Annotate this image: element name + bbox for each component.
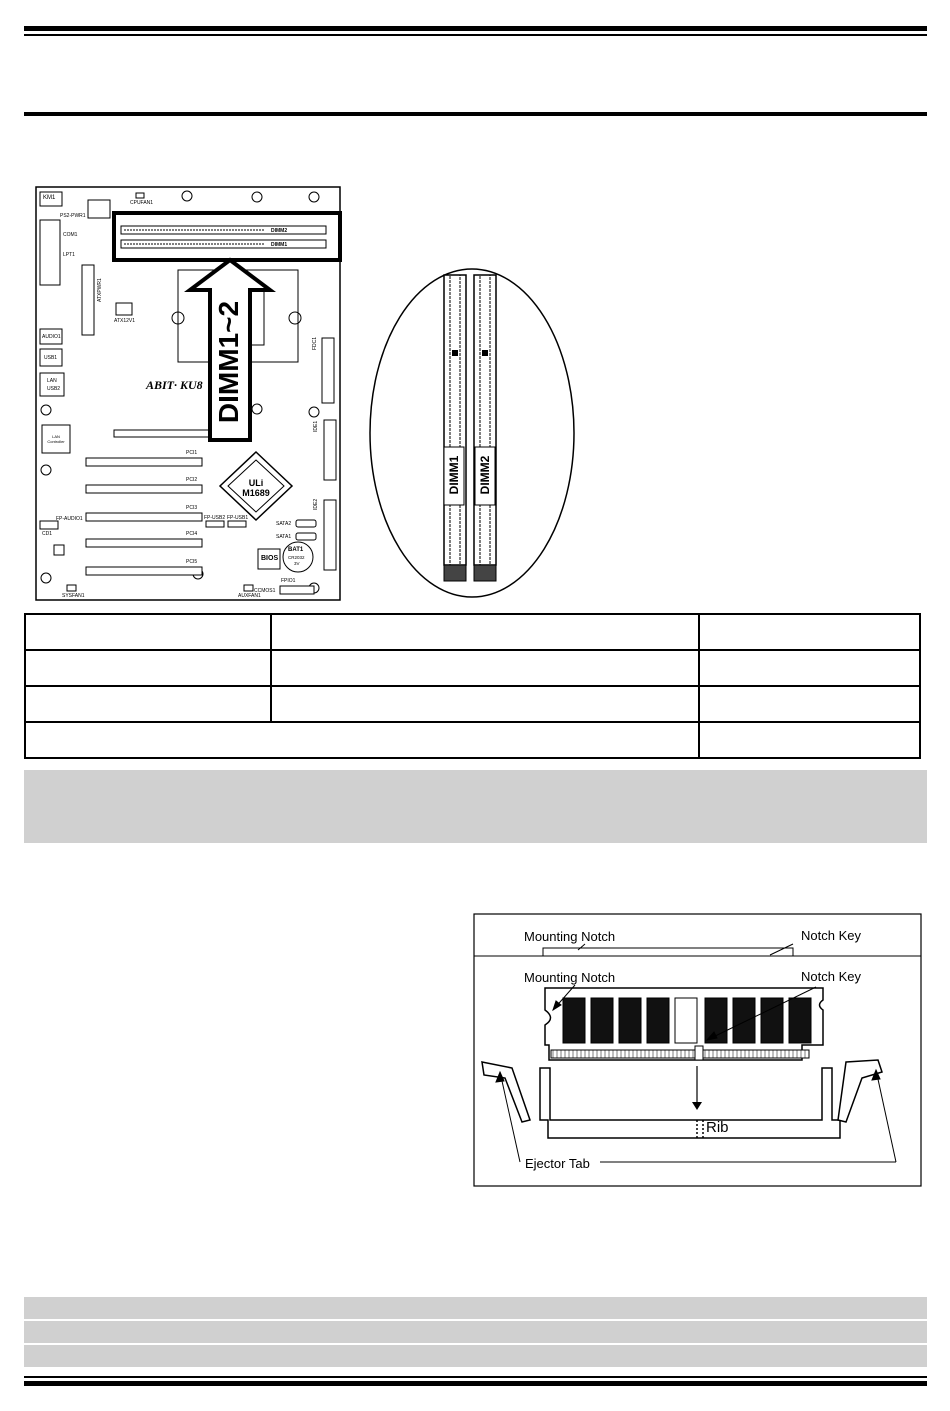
ccmos-label: CCMOS1 bbox=[254, 588, 276, 594]
pci3-label: PCI3 bbox=[186, 505, 198, 511]
auxfan-label: AUXFAN1 bbox=[238, 593, 261, 599]
fpusb2-label: FP-USB2 bbox=[204, 515, 226, 521]
sata1-label: SATA1 bbox=[276, 534, 292, 540]
lan-controller-label: LAN Controller bbox=[47, 434, 65, 444]
atx12v-label: ATX12V1 bbox=[114, 318, 136, 324]
sata2-label: SATA2 bbox=[276, 521, 292, 527]
mounting-notch-top-label: Mounting Notch bbox=[524, 929, 616, 944]
lan-label: LAN bbox=[47, 378, 57, 384]
battery-label: BAT1 bbox=[288, 547, 304, 553]
audio1-label: AUDIO1 bbox=[42, 334, 61, 340]
bottom-rule-thin bbox=[24, 1376, 927, 1378]
km1-label: KM1 bbox=[43, 195, 56, 201]
battery-model: CR2032 bbox=[288, 555, 305, 560]
ide2-label: IDE2 bbox=[313, 498, 319, 510]
usb2-label: USB2 bbox=[47, 386, 61, 392]
notch-key-label: Notch Key bbox=[801, 969, 861, 984]
fpusb1-label: FP-USB1 bbox=[227, 515, 249, 521]
lpt1-label: LPT1 bbox=[63, 252, 75, 258]
bottom-rule-thick bbox=[24, 1381, 927, 1386]
pci2-label: PCI2 bbox=[186, 477, 198, 483]
arrow-dimm-label: DIMM1~2 bbox=[213, 300, 244, 424]
cpufan-label: CPUFAN1 bbox=[130, 200, 154, 206]
module-edge-view bbox=[543, 948, 793, 956]
chipset-name-line1: ULi bbox=[248, 478, 264, 488]
pci5-label: PCI5 bbox=[186, 559, 198, 565]
pci1-label: PCI1 bbox=[186, 450, 198, 456]
dimm-module bbox=[545, 988, 823, 1060]
chipset-name-line2: M1689 bbox=[242, 488, 270, 498]
battery-voltage: 3V bbox=[294, 561, 300, 566]
atxpwr-label: ATXPWR1 bbox=[97, 278, 103, 302]
note-band-3 bbox=[24, 1345, 927, 1367]
cd1-label: CD1 bbox=[42, 531, 53, 537]
zoom-dimm1-label: DIMM1 bbox=[447, 455, 461, 495]
ide1-label: IDE1 bbox=[313, 420, 319, 432]
ejector-tab-label: Ejector Tab bbox=[525, 1156, 590, 1171]
pci4-label: PCI4 bbox=[186, 531, 198, 537]
bios-label: BIOS bbox=[261, 555, 279, 562]
fpio-label: FPIO1 bbox=[281, 578, 296, 584]
fdc1-label: FDC1 bbox=[312, 336, 318, 350]
brand-logo: ABIT· KU8 bbox=[146, 378, 203, 392]
dimm1-small-label: DIMM1 bbox=[271, 242, 288, 248]
dimm2-small-label: DIMM2 bbox=[271, 228, 288, 234]
mounting-notch-label: Mounting Notch bbox=[524, 970, 616, 985]
zoom-dimm2-label: DIMM2 bbox=[478, 455, 492, 495]
ps2pwr-label: PS2-PWR1 bbox=[60, 213, 86, 219]
note-band-2 bbox=[24, 1321, 927, 1343]
usb1-label: USB1 bbox=[44, 355, 58, 361]
fpaudio-label: FP-AUDIO1 bbox=[56, 516, 83, 522]
note-band-1 bbox=[24, 1297, 927, 1319]
sysfan-label: SYSFAN1 bbox=[62, 593, 85, 599]
notch-key-top-label: Notch Key bbox=[801, 928, 861, 943]
rib-label: Rib bbox=[706, 1119, 729, 1136]
com1-label: COM1 bbox=[63, 232, 78, 238]
